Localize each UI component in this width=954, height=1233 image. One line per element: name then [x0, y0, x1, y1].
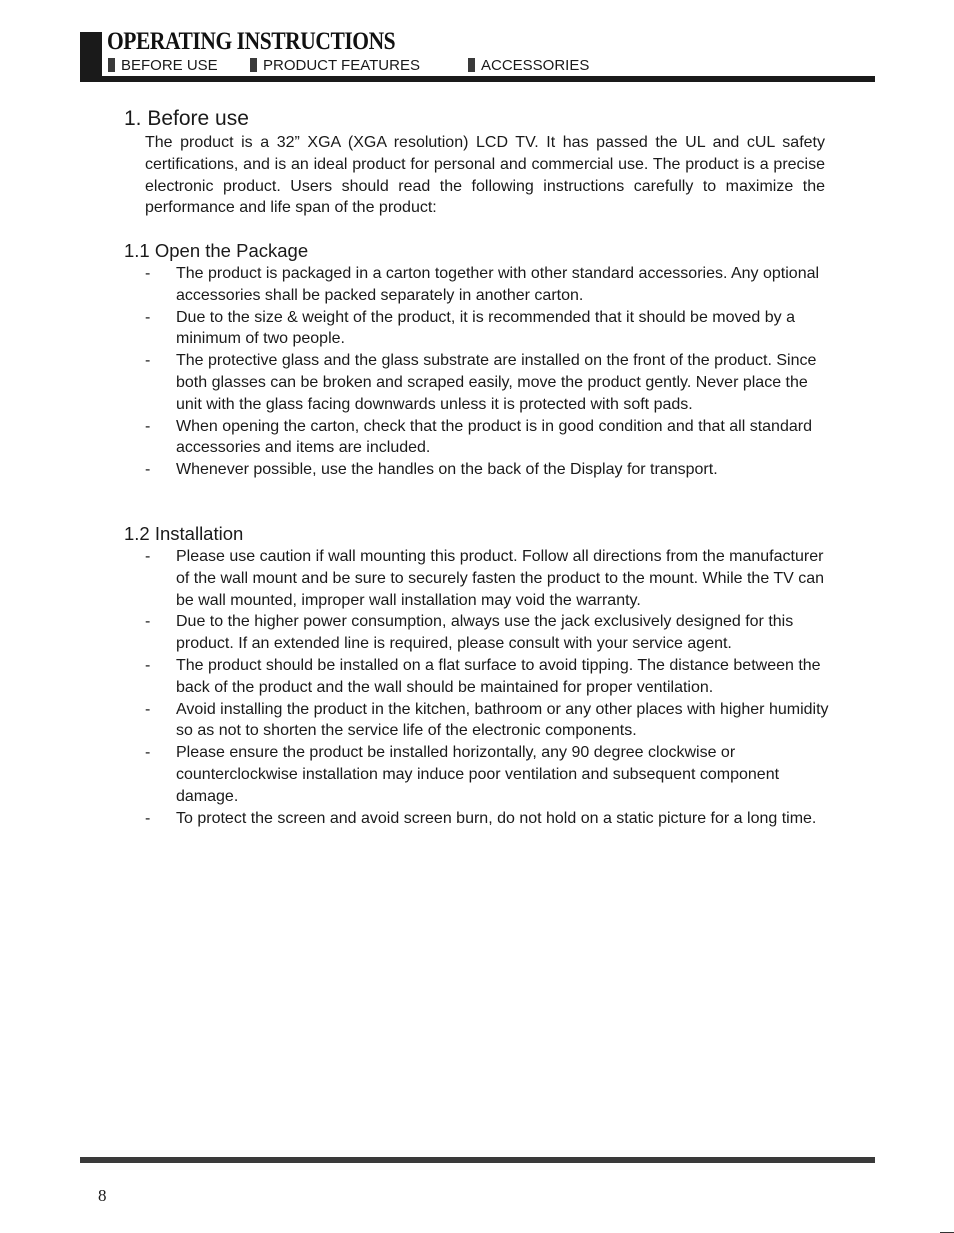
- nav-marker-icon: [108, 58, 115, 72]
- nav-label: PRODUCT FEATURES: [263, 57, 420, 74]
- bullet-dash: -: [145, 417, 151, 435]
- list-item: [145, 263, 835, 307]
- bullet-dash: -: [145, 461, 151, 479]
- intro-paragraph: The product is a 32” XGA (XGA resolution) LCD TV. It has passed the UL and cUL safety certifications, and is an ideal product for personal and commercial use. The product is a precise electronic product. Users should read the following instructions carefully to maximize the performance and life span of the product:: [145, 134, 825, 217]
- list-item: [145, 611, 835, 655]
- list-item-text: Please use caution if wall mounting this product. Follow all directions from the manufacturer of the wall mount and be sure to securely fasten the product to the mount. While the TV can be wall mounted, improper wall installation may void the warranty.: [176, 548, 825, 609]
- list-item: [145, 459, 835, 481]
- bullet-dash: -: [145, 265, 151, 282]
- bullet-dash: -: [145, 744, 151, 762]
- bullet-dash: -: [145, 809, 151, 827]
- list-item-text: Avoid installing the product in the kitchen, bathroom or any other places with higher humidity so as not to shorten the service life of the electronic components.: [176, 700, 829, 740]
- header-divider: [80, 76, 875, 82]
- bullet-dash: -: [145, 548, 151, 565]
- nav-item-accessories: [468, 57, 589, 74]
- bullet-dash: -: [145, 700, 151, 718]
- list-item-text: Whenever possible, use the handles on the back of the Display for transport.: [176, 461, 718, 479]
- nav-marker-icon: [250, 58, 257, 72]
- list-item: [145, 546, 835, 611]
- nav-marker-icon: [468, 58, 475, 72]
- installation-list: [145, 546, 835, 829]
- list-item-text: Due to the higher power consumption, always use the jack exclusively designed for this product. If an extended line is required, please consult with your service agent.: [176, 613, 794, 653]
- subsection-title-open-package: 1.1 Open the Package: [124, 240, 309, 261]
- document-title: OPERATING INSTRUCTIONS: [107, 28, 396, 55]
- section-title: 1. Before use: [124, 107, 249, 130]
- list-item: [145, 416, 835, 460]
- nav-label: BEFORE USE: [121, 57, 218, 74]
- list-item-text: The product should be installed on a flat surface to avoid tipping. The distance between the back of the product and the wall should be maintained for proper ventilation.: [176, 656, 821, 696]
- list-item-text: The product is packaged in a carton together with other standard accessories. Any optional accessories shall be packed separately in another carton.: [176, 265, 820, 304]
- nav-item-before-use: [108, 57, 218, 74]
- nav-item-product-features: [250, 57, 420, 74]
- page-number: 8: [98, 1186, 107, 1205]
- list-item: [145, 350, 835, 415]
- bullet-dash: -: [145, 656, 151, 674]
- list-item: [145, 655, 835, 699]
- bullet-dash: -: [145, 613, 151, 631]
- list-item: [145, 742, 835, 807]
- list-item-text: Due to the size & weight of the product, it is recommended that it should be moved by a minimum of two people.: [176, 308, 796, 348]
- list-item-text: Please ensure the product be installed horizontally, any 90 degree clockwise or counterclockwise installation may induce poor ventilation and subsequent component damage.: [176, 744, 780, 805]
- footer-divider: [80, 1157, 875, 1163]
- open-package-list: [145, 263, 835, 481]
- list-item-text: The protective glass and the glass substrate are installed on the front of the product. Since both glasses can be broken and scraped easily, move the product gently. Never place the unit with the glass facing downwards unless it is protected with soft pads.: [176, 352, 817, 413]
- nav-label: ACCESSORIES: [481, 57, 590, 74]
- subsection-title-installation: 1.2 Installation: [124, 523, 244, 544]
- section-nav: [0, 57, 954, 75]
- bullet-dash: -: [145, 308, 151, 326]
- list-item: [145, 808, 835, 830]
- list-item: [145, 307, 835, 351]
- bullet-dash: -: [145, 352, 151, 370]
- list-item-text: To protect the screen and avoid screen burn, do not hold on a static picture for a long time.: [176, 809, 817, 827]
- list-item-text: When opening the carton, check that the product is in good condition and that all standard accessories and items are included.: [176, 417, 812, 457]
- list-item: [145, 699, 835, 743]
